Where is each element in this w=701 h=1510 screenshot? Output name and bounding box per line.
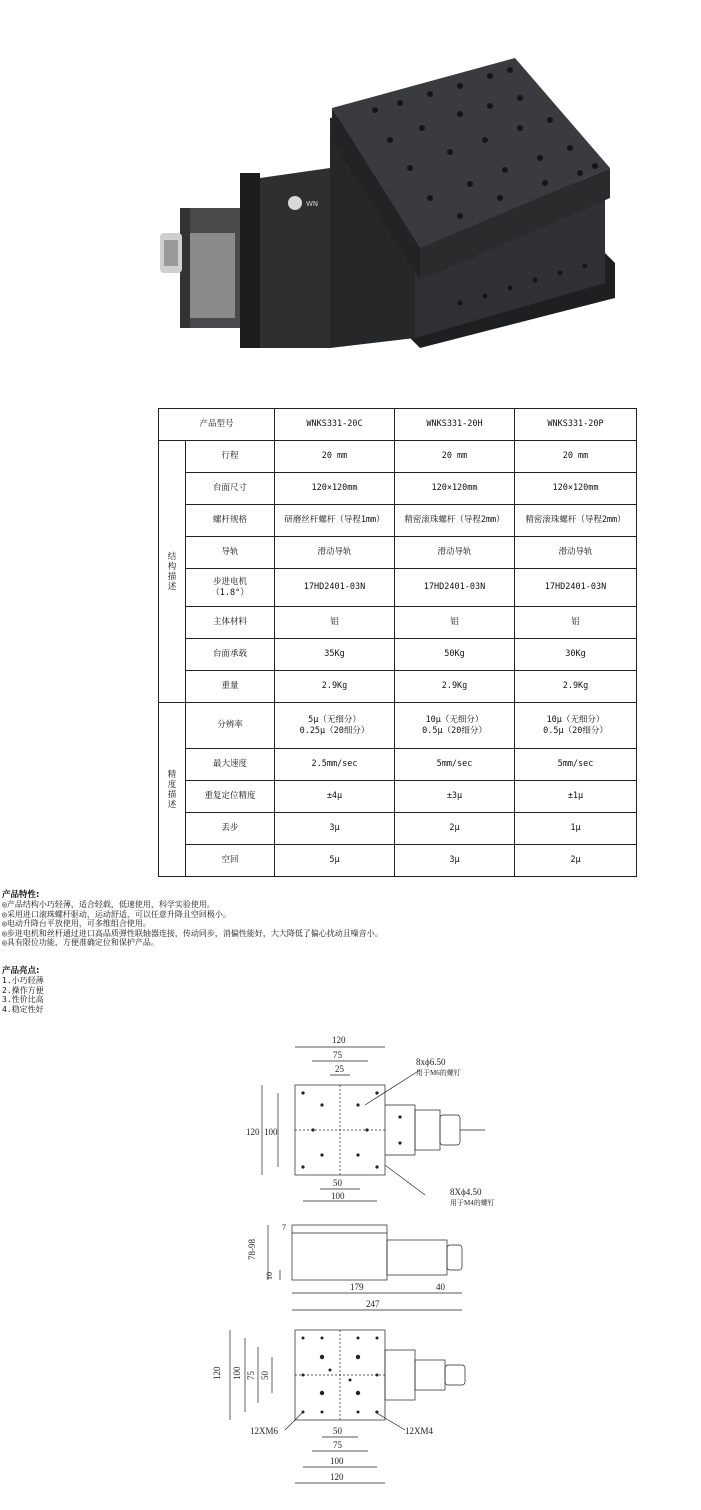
- spec-cell: 120×120mm: [275, 473, 395, 505]
- dim-bottom-75: 75: [333, 1440, 342, 1450]
- spec-row-label: 重复定位精度: [186, 781, 275, 813]
- spec-row-label: 分辨率: [186, 703, 275, 749]
- svg-text:WN: WN: [306, 200, 319, 208]
- spec-cell: 2μ: [395, 813, 515, 845]
- spec-cell: 2.9Kg: [275, 671, 395, 703]
- feature-item: ◎产品结构小巧轻薄，适合轻载，低速使用，科学实验使用。: [2, 900, 215, 910]
- hole-note-b: 用于M4的螺钉: [450, 1199, 495, 1207]
- spec-cell: 35Kg: [275, 639, 395, 671]
- dim-bottom-75v: 75: [246, 1371, 256, 1380]
- spec-cell: 精密滚珠螺杆（导程2mm）: [515, 505, 637, 537]
- hole-note-a: 用于M6的螺钉: [416, 1069, 461, 1077]
- spec-row: [159, 505, 637, 537]
- spec-cell: 5mm/sec: [395, 749, 515, 781]
- dim-top-100v: 100: [264, 1127, 278, 1137]
- spec-row-label: 导轨: [186, 537, 275, 569]
- highlights-section: [2, 967, 44, 1014]
- highlight-item: 2.操作方便: [2, 985, 44, 995]
- top-view: [246, 1035, 495, 1207]
- features-section: [2, 891, 383, 947]
- dim-bottom-120: 120: [330, 1472, 344, 1482]
- dim-top-75: 75: [333, 1050, 342, 1060]
- spec-cell: ±1μ: [515, 781, 637, 813]
- spec-group-text: 精度描述: [167, 769, 177, 810]
- spec-cell: 5μ（无细分） 0.25μ（20细分）: [275, 703, 395, 749]
- spec-header-cell: 产品型号: [159, 409, 275, 441]
- technical-drawing: [200, 1025, 500, 1500]
- spec-cell: ±3μ: [395, 781, 515, 813]
- spec-cell: 1μ: [515, 813, 637, 845]
- spec-row-label: 步进电机 （1.8°）: [186, 569, 275, 607]
- spec-cell: 3μ: [395, 845, 515, 877]
- feature-item: ◎具有限位功能，方便准确定位和保护产品。: [2, 938, 159, 948]
- highlight-item: 1.小巧轻薄: [2, 976, 44, 986]
- spec-row: [159, 639, 637, 671]
- spec-row-label: 主体材料: [186, 607, 275, 639]
- spec-header-cell: WNKS331-20P: [515, 409, 637, 441]
- feature-item: ◎采用进口滚珠螺杆驱动，运动舒适，可以任意升降且空回极小。: [2, 909, 231, 919]
- feature-item: ◎步进电机和丝杆通过进口高品质弹性联轴器连接，传动同步，消偏性能好，大大降低了偏心扰动且噪音小。: [2, 928, 383, 938]
- spec-cell: 10μ（无细分） 0.5μ（20细分）: [515, 703, 637, 749]
- spec-table: [158, 408, 637, 877]
- spec-row: [159, 607, 637, 639]
- dim-bottom-50v: 50: [260, 1371, 270, 1380]
- spec-cell: 2.9Kg: [515, 671, 637, 703]
- dim-side-247: 247: [366, 1299, 380, 1309]
- spec-cell: 17HD2401-03N: [275, 569, 395, 607]
- dim-side-10: 10: [265, 1272, 274, 1280]
- spec-row-label: 最大速度: [186, 749, 275, 781]
- spec-row: [159, 569, 637, 607]
- spec-cell: 20 mm: [395, 441, 515, 473]
- spec-row-label: 重量: [186, 671, 275, 703]
- spec-cell: 2.5mm/sec: [275, 749, 395, 781]
- spec-cell: 铝: [515, 607, 637, 639]
- spec-header-cell: WNKS331-20H: [395, 409, 515, 441]
- features-title: 产品特性:: [2, 890, 40, 900]
- spec-cell: 5μ: [275, 845, 395, 877]
- spec-cell: 滑动导轨: [395, 537, 515, 569]
- spec-cell: 滑动导轨: [275, 537, 395, 569]
- spec-row: [159, 781, 637, 813]
- dim-top-100: 100: [331, 1191, 345, 1201]
- spec-row-label: 丢步: [186, 813, 275, 845]
- spec-cell: 5mm/sec: [515, 749, 637, 781]
- bottom-view: [212, 1330, 465, 1483]
- product-photo: [160, 48, 630, 368]
- dim-side-40: 40: [436, 1282, 445, 1292]
- spec-cell: 2μ: [515, 845, 637, 877]
- spec-row-label: 空回: [186, 845, 275, 877]
- spec-cell: 研磨丝杆螺杆（导程1mm）: [275, 505, 395, 537]
- dim-top-120: 120: [332, 1035, 346, 1045]
- spec-row-label: 螺杆规格: [186, 505, 275, 537]
- spec-group-label: [159, 441, 186, 703]
- spec-row: [159, 473, 637, 505]
- spec-cell: 20 mm: [515, 441, 637, 473]
- dim-side-179: 179: [350, 1282, 364, 1292]
- spec-cell: 铝: [395, 607, 515, 639]
- spec-row-label: 行程: [186, 441, 275, 473]
- spec-group-text: 结构描述: [167, 551, 177, 592]
- spec-row: [159, 845, 637, 877]
- spec-row: [159, 537, 637, 569]
- spec-cell: 3μ: [275, 813, 395, 845]
- dim-top-50: 50: [333, 1178, 342, 1188]
- spec-cell: 精密滚珠螺杆（导程2mm）: [395, 505, 515, 537]
- hole-spec-b: 8Xϕ4.50: [450, 1187, 482, 1197]
- spec-row: [159, 813, 637, 845]
- spec-row-label: 台面承载: [186, 639, 275, 671]
- bottom-m6-label: 12XM6: [250, 1426, 279, 1436]
- spec-cell: ±4μ: [275, 781, 395, 813]
- dim-top-120v: 120: [246, 1127, 260, 1137]
- feature-item: ◎电动升降台平放使用，可多维组合使用。: [2, 919, 151, 929]
- spec-cell: 20 mm: [275, 441, 395, 473]
- spec-row: [159, 671, 637, 703]
- dim-bottom-120v: 120: [212, 1366, 222, 1380]
- dim-top-25: 25: [335, 1064, 344, 1074]
- spec-row: [159, 703, 637, 749]
- spec-group-label: [159, 703, 186, 877]
- dim-bottom-100: 100: [330, 1456, 344, 1466]
- spec-cell: 滑动导轨: [515, 537, 637, 569]
- spec-cell: 17HD2401-03N: [395, 569, 515, 607]
- hole-spec-a: 8xϕ6.50: [416, 1057, 446, 1067]
- spec-row-label: 台面尺寸: [186, 473, 275, 505]
- spec-cell: 30Kg: [515, 639, 637, 671]
- spec-cell: 铝: [275, 607, 395, 639]
- dim-side-7: 7: [282, 1223, 286, 1232]
- spec-row: [159, 441, 637, 473]
- dim-bottom-50: 50: [333, 1426, 342, 1436]
- spec-header-row: [159, 409, 637, 441]
- spec-row: [159, 749, 637, 781]
- highlight-item: 3.性价比高: [2, 995, 44, 1005]
- bottom-m4-label: 12XM4: [405, 1426, 434, 1436]
- side-view: [247, 1223, 462, 1310]
- highlights-title: 产品亮点:: [2, 966, 40, 976]
- dim-bottom-100v: 100: [232, 1366, 242, 1380]
- spec-cell: 17HD2401-03N: [515, 569, 637, 607]
- dim-side-h: 78-98: [247, 1239, 257, 1260]
- spec-header-cell: WNKS331-20C: [275, 409, 395, 441]
- spec-cell: 10μ（无细分） 0.5μ（20细分）: [395, 703, 515, 749]
- spec-cell: 50Kg: [395, 639, 515, 671]
- highlight-item: 4.稳定性好: [2, 1004, 44, 1014]
- spec-cell: 120×120mm: [515, 473, 637, 505]
- spec-cell: 120×120mm: [395, 473, 515, 505]
- spec-cell: 2.9Kg: [395, 671, 515, 703]
